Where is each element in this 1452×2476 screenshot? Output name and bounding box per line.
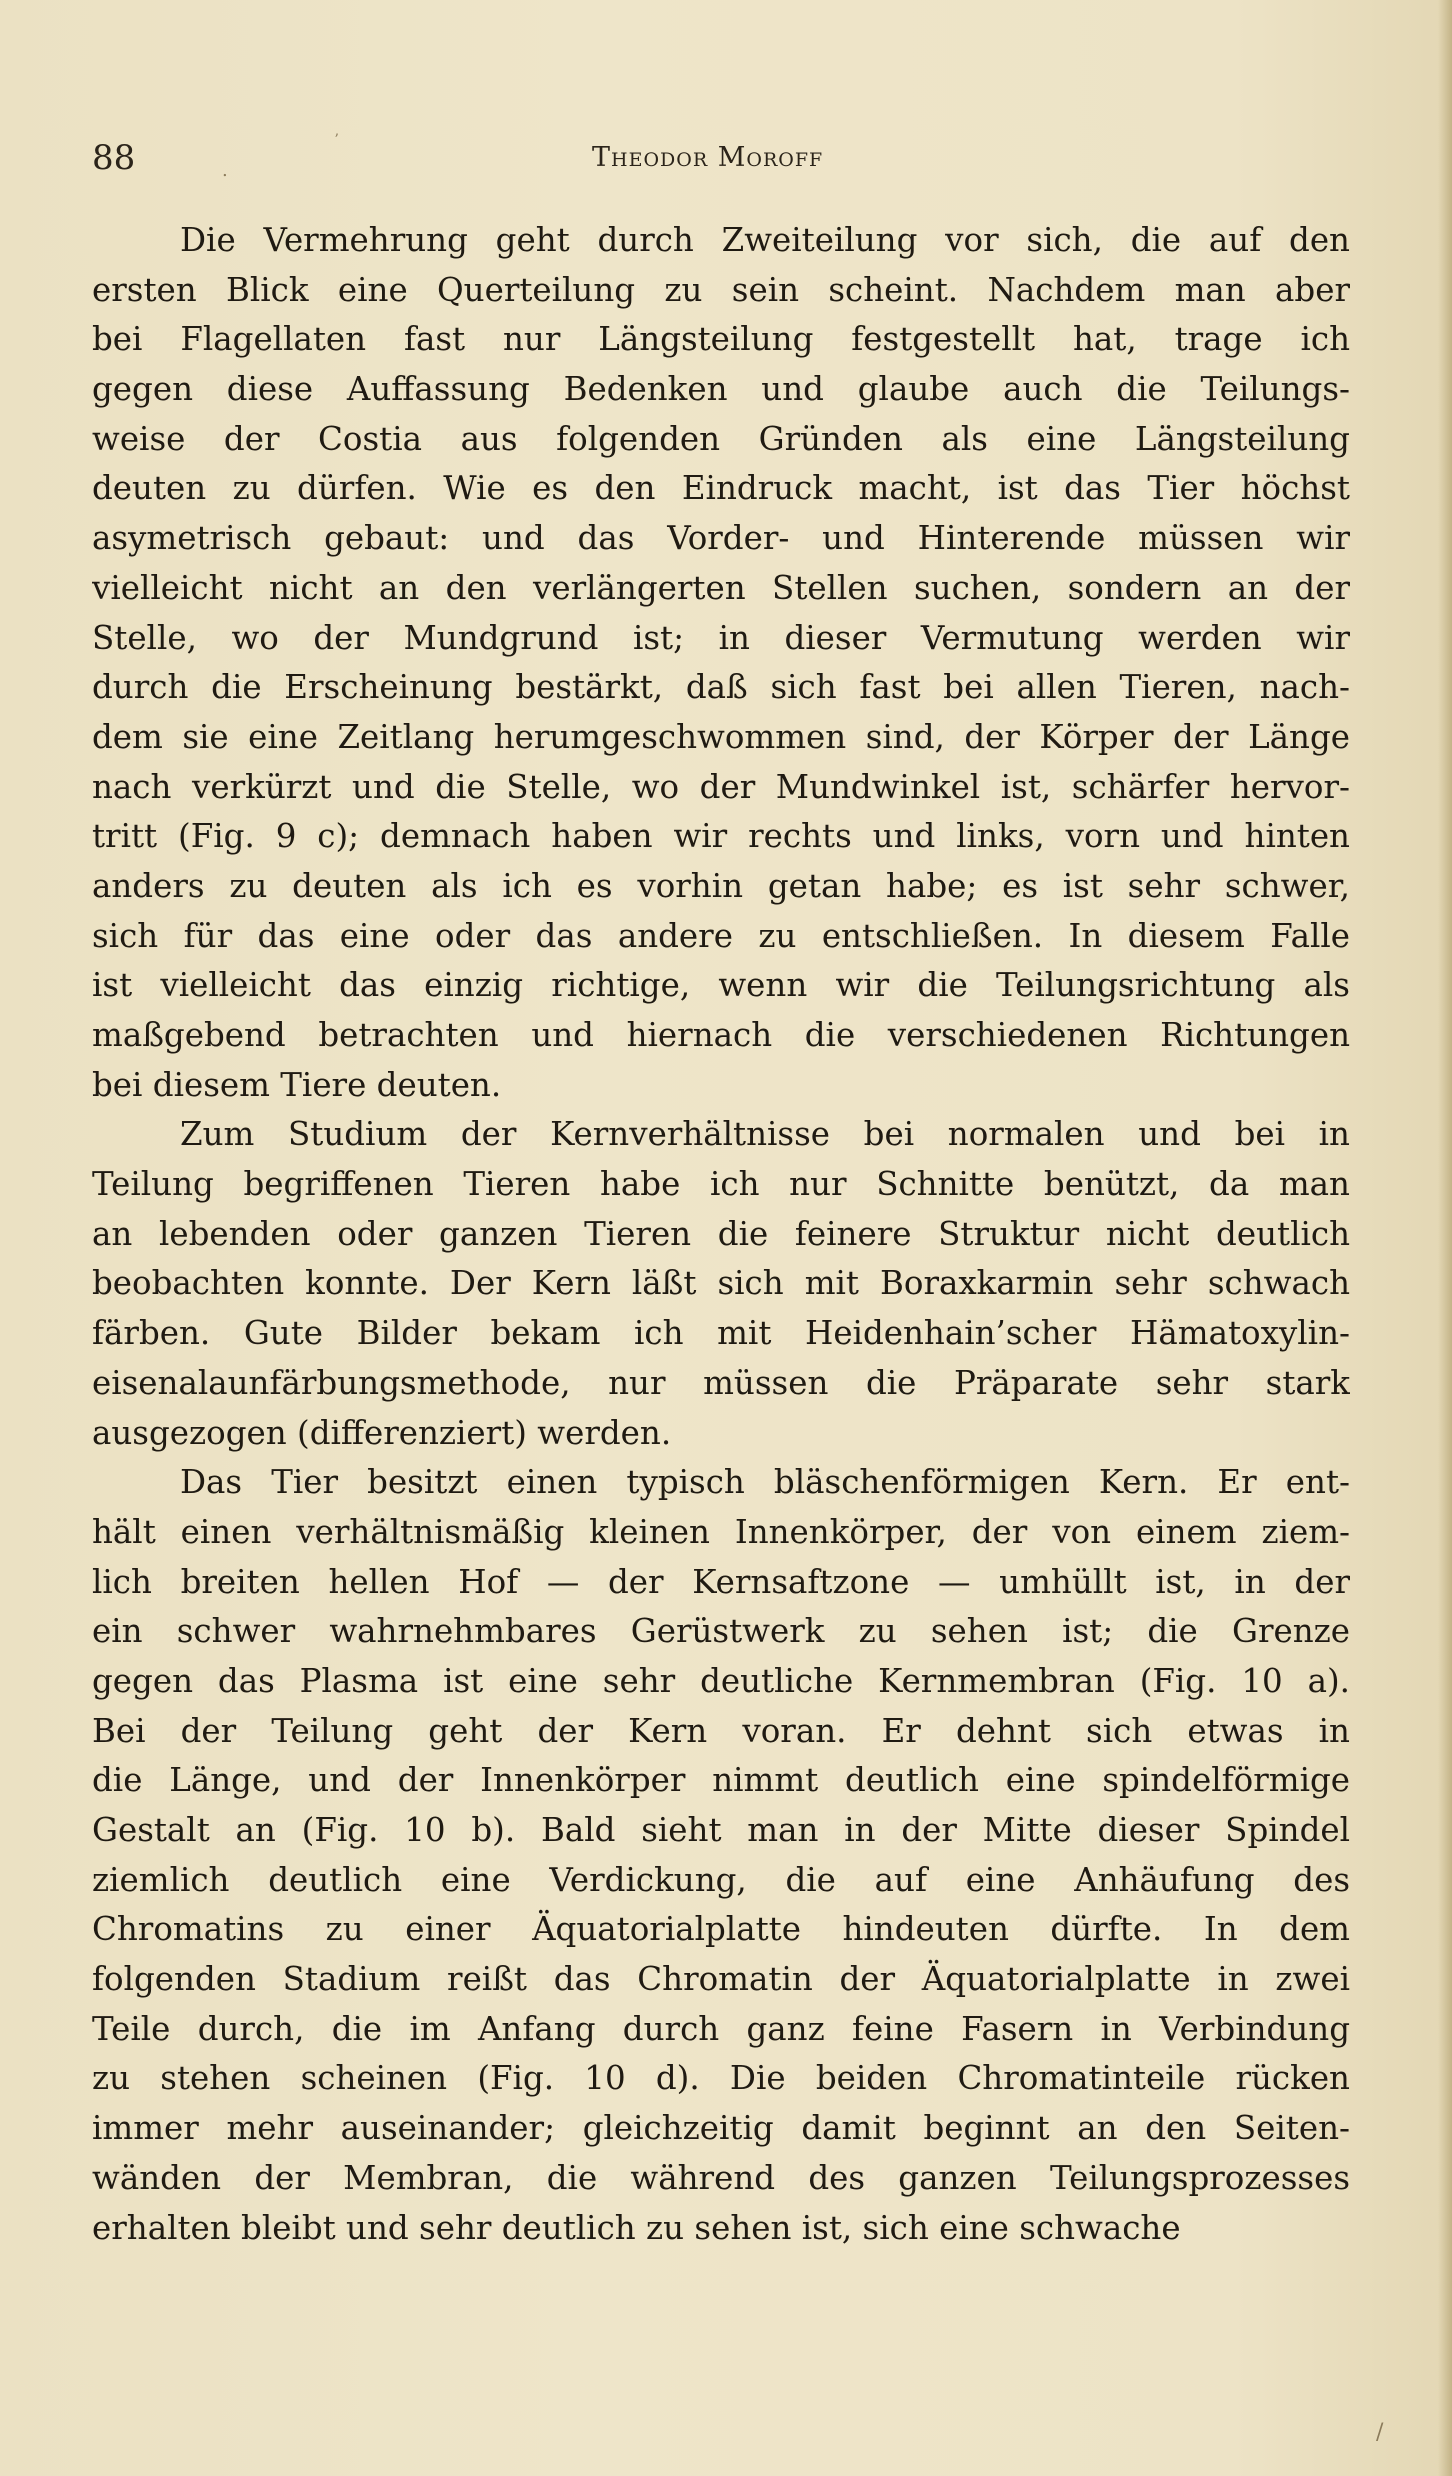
- text-line: bei Flagellaten fast nur Längsteilung festgestellt hat, trage ich: [92, 320, 1350, 359]
- text-line: bei diesem Tiere deuten.: [92, 1065, 502, 1104]
- text-line: Teilung begriffenen Tieren habe ich nur Schnitte benützt, da man: [92, 1165, 1350, 1204]
- paragraph: [92, 216, 1350, 1110]
- print-speck: ʼ: [334, 132, 339, 148]
- text-line: maßgebend betrachten und hiernach die verschiedenen Richtungen: [92, 1016, 1350, 1054]
- text-line: ist vielleicht das einzig richtige, wenn wir die Teilungsrichtung als: [92, 966, 1350, 1005]
- text-line: tritt (Fig. 9 c); demnach haben wir rechts und links, vorn und hinten: [92, 817, 1350, 856]
- text-line: gegen das Plasma ist eine sehr deutliche Kernmembran (Fig. 10 a).: [92, 1661, 1350, 1700]
- page-edge-shadow: [1438, 0, 1452, 2476]
- text-line: ersten Blick eine Querteilung zu sein scheint. Nachdem man aber: [92, 270, 1350, 309]
- text-line: Teile durch, die im Anfang durch ganz feine Fasern in Verbindung: [92, 2009, 1350, 2048]
- text-line: färben. Gute Bilder bekam ich mit Heidenhain’scher Hämatoxylin-: [92, 1314, 1350, 1353]
- text-line: zu stehen scheinen (Fig. 10 d). Die beiden Chromatinteile rücken: [92, 2059, 1350, 2098]
- text-line: immer mehr auseinander; gleichzeitig damit beginnt an den Seiten-: [92, 2109, 1350, 2148]
- text-line: folgenden Stadium reißt das Chromatin der Äquatorialplatte in zwei: [92, 1960, 1350, 1999]
- text-line: sich für das eine oder das andere zu entschließen. In diesem Falle: [92, 916, 1350, 955]
- text-line: hält einen verhältnismäßig kleinen Innenkörper, der von einem ziem-: [92, 1512, 1350, 1551]
- text-line: Bei der Teilung geht der Kern voran. Er dehnt sich etwas in: [92, 1711, 1350, 1750]
- text-line: Die Vermehrung geht durch Zweiteilung vor sich, die auf den: [180, 221, 1350, 259]
- text-line: eisenalaunfärbungsmethode, nur müssen die Präparate sehr stark: [92, 1363, 1350, 1402]
- text-line: Das Tier besitzt einen typisch bläschenförmigen Kern. Er ent-: [180, 1463, 1350, 1502]
- text-line: ausgezogen (differenziert) werden.: [92, 1413, 672, 1452]
- print-speck: /: [1376, 2420, 1384, 2445]
- text-line: gegen diese Auffassung Bedenken und glaube auch die Teilungs-: [92, 370, 1350, 409]
- text-line: erhalten bleibt und sehr deutlich zu sehen ist, sich eine schwache: [92, 2208, 1181, 2247]
- text-line: asymetrisch gebaut: und das Vorder- und Hinterende müssen wir: [92, 519, 1350, 558]
- text-line: weise der Costia aus folgenden Gründen als eine Längsteilung: [92, 419, 1350, 458]
- text-line: ein schwer wahrnehmbares Gerüstwerk zu sehen ist; die Grenze: [92, 1612, 1350, 1651]
- text-line: ziemlich deutlich eine Verdickung, die auf eine Anhäufung des: [92, 1860, 1350, 1899]
- text-line: dem sie eine Zeitlang herumgeschwommen sind, der Körper der Länge: [92, 717, 1350, 756]
- text-line: deuten zu dürfen. Wie es den Eindruck macht, ist das Tier höchst: [92, 469, 1350, 508]
- text-line: Chromatins zu einer Äquatorialplatte hindeuten dürfte. In dem: [92, 1910, 1350, 1949]
- body-text: [92, 216, 1350, 2253]
- text-line: anders zu deuten als ich es vorhin getan habe; es ist sehr schwer,: [92, 866, 1350, 905]
- text-line: an lebenden oder ganzen Tieren die feinere Struktur nicht deutlich: [92, 1214, 1350, 1253]
- text-line: die Länge, und der Innenkörper nimmt deutlich eine spindelförmige: [92, 1761, 1350, 1800]
- paragraph: [92, 1110, 1350, 1458]
- paragraph: [92, 1458, 1350, 2253]
- text-line: vielleicht nicht an den verlängerten Stellen suchen, sondern an der: [92, 568, 1350, 607]
- text-line: Gestalt an (Fig. 10 b). Bald sieht man in der Mitte dieser Spindel: [92, 1811, 1350, 1849]
- text-line: Zum Studium der Kernverhältnisse bei normalen und bei in: [180, 1115, 1350, 1154]
- text-line: lich breiten hellen Hof — der Kernsaftzone — umhüllt ist, in der: [92, 1562, 1350, 1601]
- text-line: durch die Erscheinung bestärkt, daß sich fast bei allen Tieren, nach-: [92, 668, 1350, 707]
- text-line: beobachten konnte. Der Kern läßt sich mit Boraxkarmin sehr schwach: [92, 1264, 1350, 1303]
- print-speck: .: [222, 160, 228, 181]
- text-line: wänden der Membran, die während des ganzen Teilungsprozesses: [92, 2158, 1350, 2197]
- text-line: nach verkürzt und die Stelle, wo der Mundwinkel ist, schärfer hervor-: [92, 767, 1350, 806]
- running-head: Theodor Moroff: [592, 142, 824, 173]
- page-number: 88: [92, 138, 136, 178]
- page-header: [92, 138, 1362, 178]
- text-line: Stelle, wo der Mundgrund ist; in dieser Vermutung werden wir: [92, 618, 1350, 657]
